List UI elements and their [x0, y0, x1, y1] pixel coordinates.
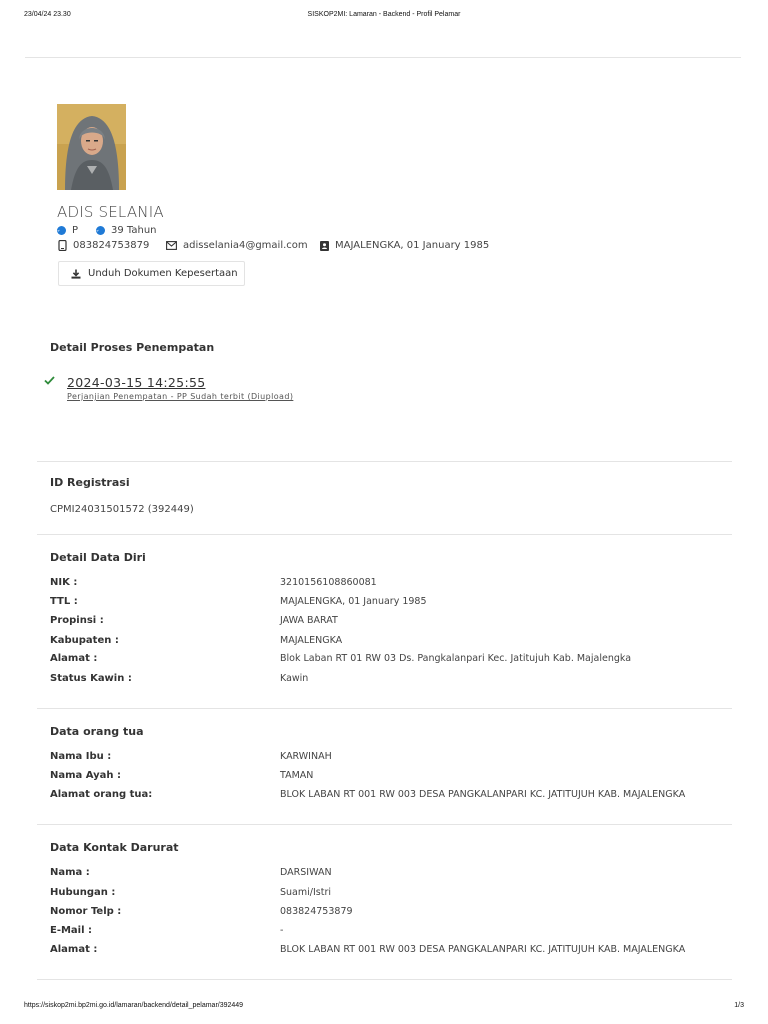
- address-label: Alamat :: [50, 653, 98, 664]
- mother-name-value: KARWINAH: [280, 751, 332, 762]
- ttl-label: TTL :: [50, 596, 78, 607]
- relationship-value: Suami/Istri: [280, 887, 331, 898]
- download-button-label: Unduh Dokumen Kepesertaan: [88, 268, 238, 279]
- envelope-icon: [166, 241, 177, 250]
- divider: [37, 534, 732, 535]
- marital-status-value: Kawin: [280, 673, 309, 684]
- process-status-link[interactable]: Perjanjian Penempatan - PP Sudah terbit (Diupload): [67, 392, 294, 401]
- parents-section-title: Data orang tua: [50, 725, 144, 738]
- address-value: Blok Laban RT 01 RW 03 Ds. Pangkalanpari Kec. Jatitujuh Kab. Majalengka: [280, 653, 632, 664]
- father-name-value: TAMAN: [280, 770, 314, 781]
- mobile-phone-icon: [58, 240, 67, 251]
- age-info: [96, 225, 157, 236]
- emergency-phone-value: 083824753879: [280, 906, 353, 917]
- top-divider: [25, 57, 741, 58]
- marital-status-label: Status Kawin :: [50, 673, 132, 684]
- check-icon: [44, 376, 55, 385]
- parents-address-label: Alamat orang tua:: [50, 789, 153, 800]
- process-section-title: Detail Proses Penempatan: [50, 341, 215, 354]
- emergency-address-value: BLOK LABAN RT 001 RW 003 DESA PANGKALANPARI KC. JATITUJUH KAB. MAJALENGKA: [280, 944, 686, 955]
- profile-photo: [57, 104, 126, 190]
- check-circle-icon: [57, 226, 66, 235]
- mother-name-label: Nama Ibu :: [50, 751, 112, 762]
- emergency-phone-label: Nomor Telp :: [50, 906, 122, 917]
- gender-info: [57, 225, 78, 236]
- divider: [37, 979, 732, 980]
- personal-section-title: Detail Data Diri: [50, 551, 146, 564]
- download-icon: [71, 269, 81, 279]
- emergency-address-label: Alamat :: [50, 944, 98, 955]
- print-page-title: SISKOP2MI: Lamaran - Backend - Profil Pelamar: [307, 11, 461, 18]
- divider: [37, 824, 732, 825]
- print-url: https://siskop2mi.bp2mi.go.id/lamaran/backend/detail_pelamar/392449: [24, 1002, 244, 1009]
- emergency-name-label: Nama :: [50, 867, 90, 878]
- regency-label: Kabupaten :: [50, 635, 119, 646]
- birth-value: MAJALENGKA, 01 January 1985: [335, 240, 490, 251]
- nik-label: NIK :: [50, 577, 78, 588]
- process-date-link[interactable]: 2024-03-15 14:25:55: [67, 375, 206, 390]
- emergency-email-value: -: [280, 925, 284, 936]
- province-label: Propinsi :: [50, 615, 104, 626]
- birth-info: [320, 240, 489, 251]
- father-name-label: Nama Ayah :: [50, 770, 122, 781]
- registration-section-title: ID Registrasi: [50, 476, 130, 489]
- parents-address-value: BLOK LABAN RT 001 RW 003 DESA PANGKALANPARI KC. JATITUJUH KAB. MAJALENGKA: [280, 789, 686, 800]
- gender-value: P: [72, 225, 79, 236]
- age-value: 39 Tahun: [111, 225, 157, 236]
- emergency-name-value: DARSIWAN: [280, 867, 332, 878]
- regency-value: MAJALENGKA: [280, 635, 343, 646]
- download-document-button[interactable]: [58, 261, 245, 286]
- divider: [37, 708, 732, 709]
- emergency-email-label: E-Mail :: [50, 925, 93, 936]
- relationship-label: Hubungan :: [50, 887, 116, 898]
- email-value: adisselania4@gmail.com: [183, 240, 308, 251]
- check-circle-icon: [96, 226, 105, 235]
- email-info: [166, 240, 308, 251]
- print-page-number: 1/3: [734, 1002, 744, 1009]
- id-card-icon: [320, 241, 329, 251]
- print-datetime: 23/04/24 23.30: [24, 11, 71, 18]
- ttl-value: MAJALENGKA, 01 January 1985: [280, 596, 427, 607]
- applicant-name: ADIS SELANIA: [57, 203, 164, 221]
- nik-value: 3210156108860081: [280, 577, 377, 588]
- province-value: JAWA BARAT: [280, 615, 338, 626]
- phone-value: 083824753879: [73, 240, 150, 251]
- emergency-section-title: Data Kontak Darurat: [50, 841, 179, 854]
- phone-info: [58, 240, 149, 251]
- registration-id-value: CPMI24031501572 (392449): [50, 504, 194, 515]
- divider: [37, 461, 732, 462]
